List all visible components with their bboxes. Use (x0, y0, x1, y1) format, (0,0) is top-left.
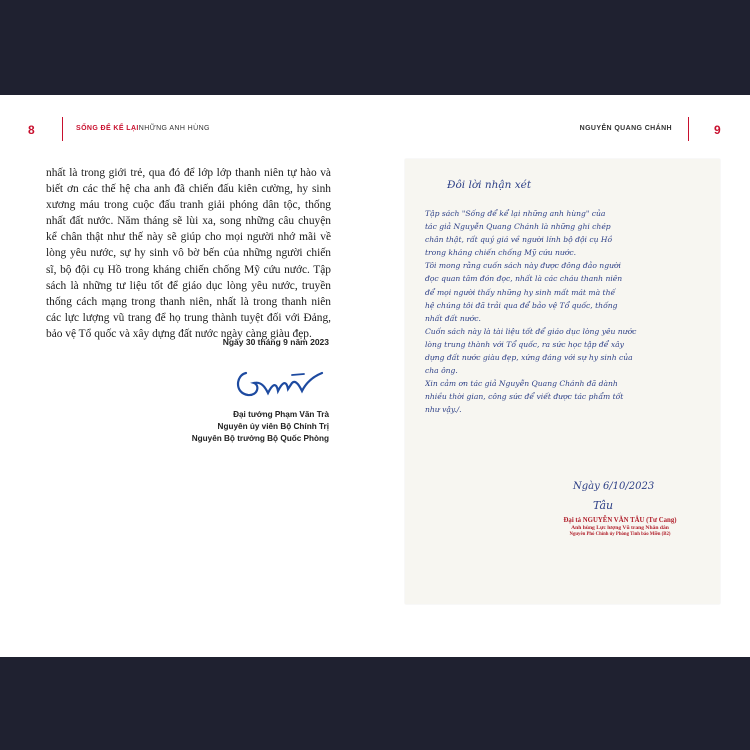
body-paragraph: nhất là trong giới trẻ, qua đó để lớp lớp thanh niên tự hào và biết ơn các thế hệ cha anh đã chiến đấu kiên cường, hy sinh xương máu trong cuộc đấu tranh giải phóng dân tộc, thống nhất đất nước. Năm tháng sẽ lùi xa, song những câu chuyện kể chân thật như thế này sẽ giúp cho mọi người nhớ mãi về lòng yêu nước, sự hy sinh vô bờ bến của những người chiến sĩ, bộ đội cụ Hồ trong kháng chiến chống Mỹ cứu nước. Tập sách là những tư liệu tốt để giáo dục lòng yêu nước, truyền thống cách mạng trong thanh niên, nhất là trong thanh niên các lực lượng vũ trang để họ trung thành tuyệt đối với Đảng, bảo vệ Tổ quốc và xây dựng đất nước ngày càng giàu đẹp. (46, 167, 331, 340)
letter-line: như vậy./. (425, 405, 462, 415)
letter-line: nhất đất nước. (425, 313, 481, 323)
running-title-red: SỐNG ĐỂ KỂ LẠI (76, 125, 139, 132)
letter-line: chân thật, rất quý giá về người lính bộ đội cụ Hồ (425, 235, 613, 245)
right-header-rule (688, 117, 689, 141)
left-running-title (76, 125, 210, 132)
letter-handwritten-date: Ngày 6/10/2023 (573, 481, 655, 492)
signer-block (192, 409, 329, 445)
letter-line: Cuốn sách này là tài liệu tốt để giáo dục lòng yêu nước (425, 326, 637, 336)
right-running-title: NGUYỄN QUANG CHÁNH (579, 125, 672, 132)
stamp-line-3: Nguyên Phó Chính ủy Phòng Tình báo Miền (B2) (569, 532, 671, 537)
letter-line: để mọi người thấy những hy sinh mất mát mà thế (425, 287, 616, 297)
letter-line: cha ông. (425, 366, 458, 376)
stamp-name: Đại tá NGUYỄN VĂN TÂU (Tư Cang) (563, 517, 677, 524)
top-dark-band (0, 0, 750, 95)
book-spread (0, 95, 750, 657)
letter-title: Đôi lời nhận xét (447, 179, 532, 191)
letter-body (425, 207, 697, 417)
signer-name: Đại tướng Phạm Văn Trà (233, 410, 329, 419)
bottom-dark-band (0, 657, 750, 750)
left-header-rule (62, 117, 63, 141)
running-title-rest: NHỮNG ANH HÙNG (138, 125, 210, 132)
letter-line: đọc quan tâm đón đọc, nhất là các cháu thanh niên (425, 274, 623, 284)
letter-line: dựng đất nước giàu đẹp, xứng đáng với sự hy sinh của (425, 353, 633, 363)
letter-line: trong kháng chiến chống Mỹ cứu nước. (425, 248, 577, 258)
letter-line: hệ chúng tôi đã trải qua để bảo vệ Tổ quốc, thống (425, 300, 618, 310)
letter-date: Ngày 30 tháng 9 năm 2023 (222, 337, 329, 347)
letter-signature: Tâu (593, 499, 614, 512)
letter-line: nhiều thời gian, công sức để viết được tác phẩm tốt (425, 392, 624, 402)
right-page-number: 9 (714, 123, 721, 137)
letter-line: Tập sách "Sống để kể lại những anh hùng" của (425, 209, 606, 218)
left-page-number: 8 (28, 123, 35, 137)
handwritten-signature-icon (232, 363, 332, 403)
letter-line: lòng trung thành với Tổ quốc, ra sức học tập để xây (425, 339, 624, 349)
signer-title-1: Nguyên ủy viên Bộ Chính Trị (217, 422, 329, 431)
letter-line: Tôi mong rằng cuốn sách này được đông đảo người (425, 261, 621, 271)
handwritten-letter (405, 159, 720, 604)
letter-line: Xin cảm ơn tác giả Nguyễn Quang Chánh đã dành (425, 379, 618, 389)
letter-line: tác giả Nguyễn Quang Chánh là những ghi chép (425, 222, 611, 232)
stamp-line-2: Anh hùng Lực lượng Vũ trang Nhân dân (571, 525, 669, 531)
red-stamp-block (525, 517, 715, 537)
signer-title-2: Nguyên Bộ trưởng Bộ Quốc Phòng (191, 434, 329, 443)
